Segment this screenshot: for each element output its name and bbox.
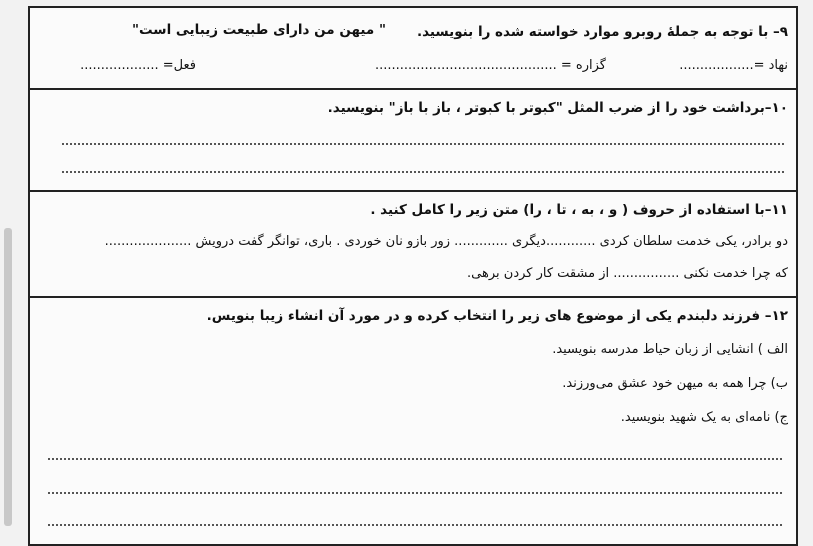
field-gozare: گزاره = ............................................ xyxy=(374,58,606,73)
question-11-line-2: که چرا خدمت نکنی ................ از مشقت کار کردن برهی. xyxy=(467,266,788,281)
question-11-title: ۱۱–با استفاده از حروف ( و ، به ، تا ، را) متن زیر را کامل کنید . xyxy=(370,202,788,218)
question-11 xyxy=(30,190,796,298)
question-12-option-c: ج) نامه‌ای به یک شهید بنویسید. xyxy=(620,410,788,425)
field-fel: فعل= ................... xyxy=(80,58,196,73)
question-11-line-1: دو برادر، یکی خدمت سلطان کردی ............دیگری ............. زور بازو نان خوردی . باری، توانگر گفت درویش ..................... xyxy=(104,234,788,249)
question-10-title: ۱۰–برداشت خود را از ضرب المثل "کبوتر با کبوتر ، باز با باز" بنویسید. xyxy=(327,100,788,116)
question-9-title: ۹– با توجه به جملهٔ روبرو موارد خواسته شده را بنویسید. xyxy=(416,24,788,40)
question-12-option-b: ب) چرا همه به میهن خود عشق می‌ورزند. xyxy=(562,376,788,391)
question-12 xyxy=(30,296,796,544)
question-12-title: ۱۲– فرزند دلبندم یکی از موضوع های زیر را انتخاب کرده و در مورد آن انشاء زیبا بنویس. xyxy=(206,308,788,324)
question-12-option-a: الف ) انشایی از زبان حیاط مدرسه بنویسید. xyxy=(552,342,788,357)
scrollbar[interactable] xyxy=(4,228,12,526)
exam-sheet xyxy=(28,6,798,546)
answer-line xyxy=(62,143,784,145)
answer-line xyxy=(48,458,782,460)
answer-line xyxy=(62,171,784,173)
question-9 xyxy=(30,8,796,90)
question-10 xyxy=(30,88,796,192)
answer-line xyxy=(48,492,782,494)
field-nahad: نهاد =.................. xyxy=(679,58,788,73)
question-9-sentence: " میهن من دارای طبیعت زیبایی است" xyxy=(131,22,386,38)
